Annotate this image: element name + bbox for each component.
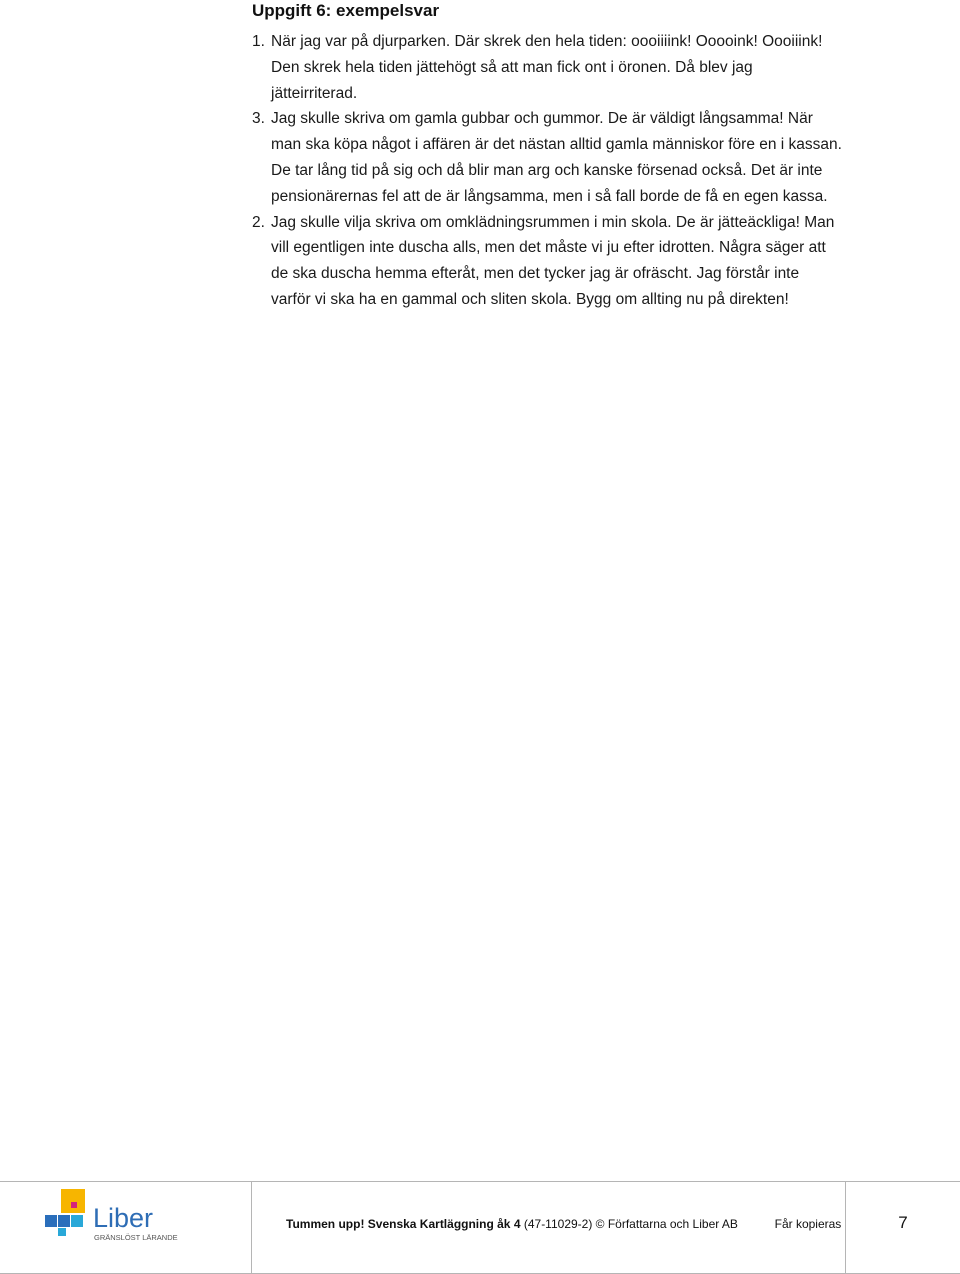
answer-item <box>252 106 842 209</box>
answer-number: 1. <box>252 33 265 50</box>
footer-credits <box>286 1215 841 1233</box>
footer-divider-top <box>0 1181 960 1182</box>
logo-square-blue <box>45 1215 57 1227</box>
answer-item <box>252 29 842 106</box>
answer-number: 2. <box>252 213 265 231</box>
logo-tagline: GRÄNSLÖST LÄRANDE <box>94 1233 178 1242</box>
logo-square-cyan <box>71 1215 83 1227</box>
book-title: Tummen upp! Svenska Kartläggning åk 4 <box>286 1217 521 1231</box>
logo-square-magenta <box>71 1202 77 1208</box>
isbn: (47-11029-2) <box>523 1217 593 1231</box>
liber-logo <box>44 1188 194 1244</box>
page-number: 7 <box>898 1213 908 1232</box>
copyright: © Författarna och Liber AB <box>595 1217 738 1231</box>
answer-text: När jag var på djurparken. Där skrek den hela tiden: oooiiiink! Ooooink! Oooiiink! Den skrek hela tiden jättehögt så att man fick ont i öronen. Då blev jag jätteirriterad. <box>271 33 823 102</box>
answer-text: Jag skulle skriva om gamla gubbar och gummor. De är väldigt långsamma! När man ska köpa något i affären är det nästan alltid gamla människor före en i kassan. De tar lång tid på sig och då blir man arg och kanske försenad också. Det är inte pensionärernas fel att de är långsamma, men i så fall borde de få en egen kassa. <box>271 110 842 205</box>
copy-permission: Får kopieras <box>774 1217 842 1231</box>
page-heading: Uppgift 6: exempelsvar <box>252 1 440 20</box>
logo-wordmark: Liber <box>93 1203 154 1233</box>
answer-text: Jag skulle vilja skriva om omklädningsrummen i min skola. De är jätteäckliga! Man vill egentligen inte duscha alls, men det måste vi ju efter idrotten. Några säger att de ska duscha hemma efteråt, men det tycker jag är ofräscht. Jag förstår inte varför vi ska ha en gammal och sliten skola. Bygg om allting nu på direkten! <box>271 213 835 308</box>
footer-separator-left <box>251 1181 252 1274</box>
logo-square-orange <box>61 1189 85 1213</box>
answer-list <box>252 29 842 313</box>
logo-square-blue <box>58 1215 70 1227</box>
answer-number: 3. <box>252 110 265 128</box>
logo-square-cyan <box>58 1228 66 1236</box>
answer-item <box>252 210 842 313</box>
